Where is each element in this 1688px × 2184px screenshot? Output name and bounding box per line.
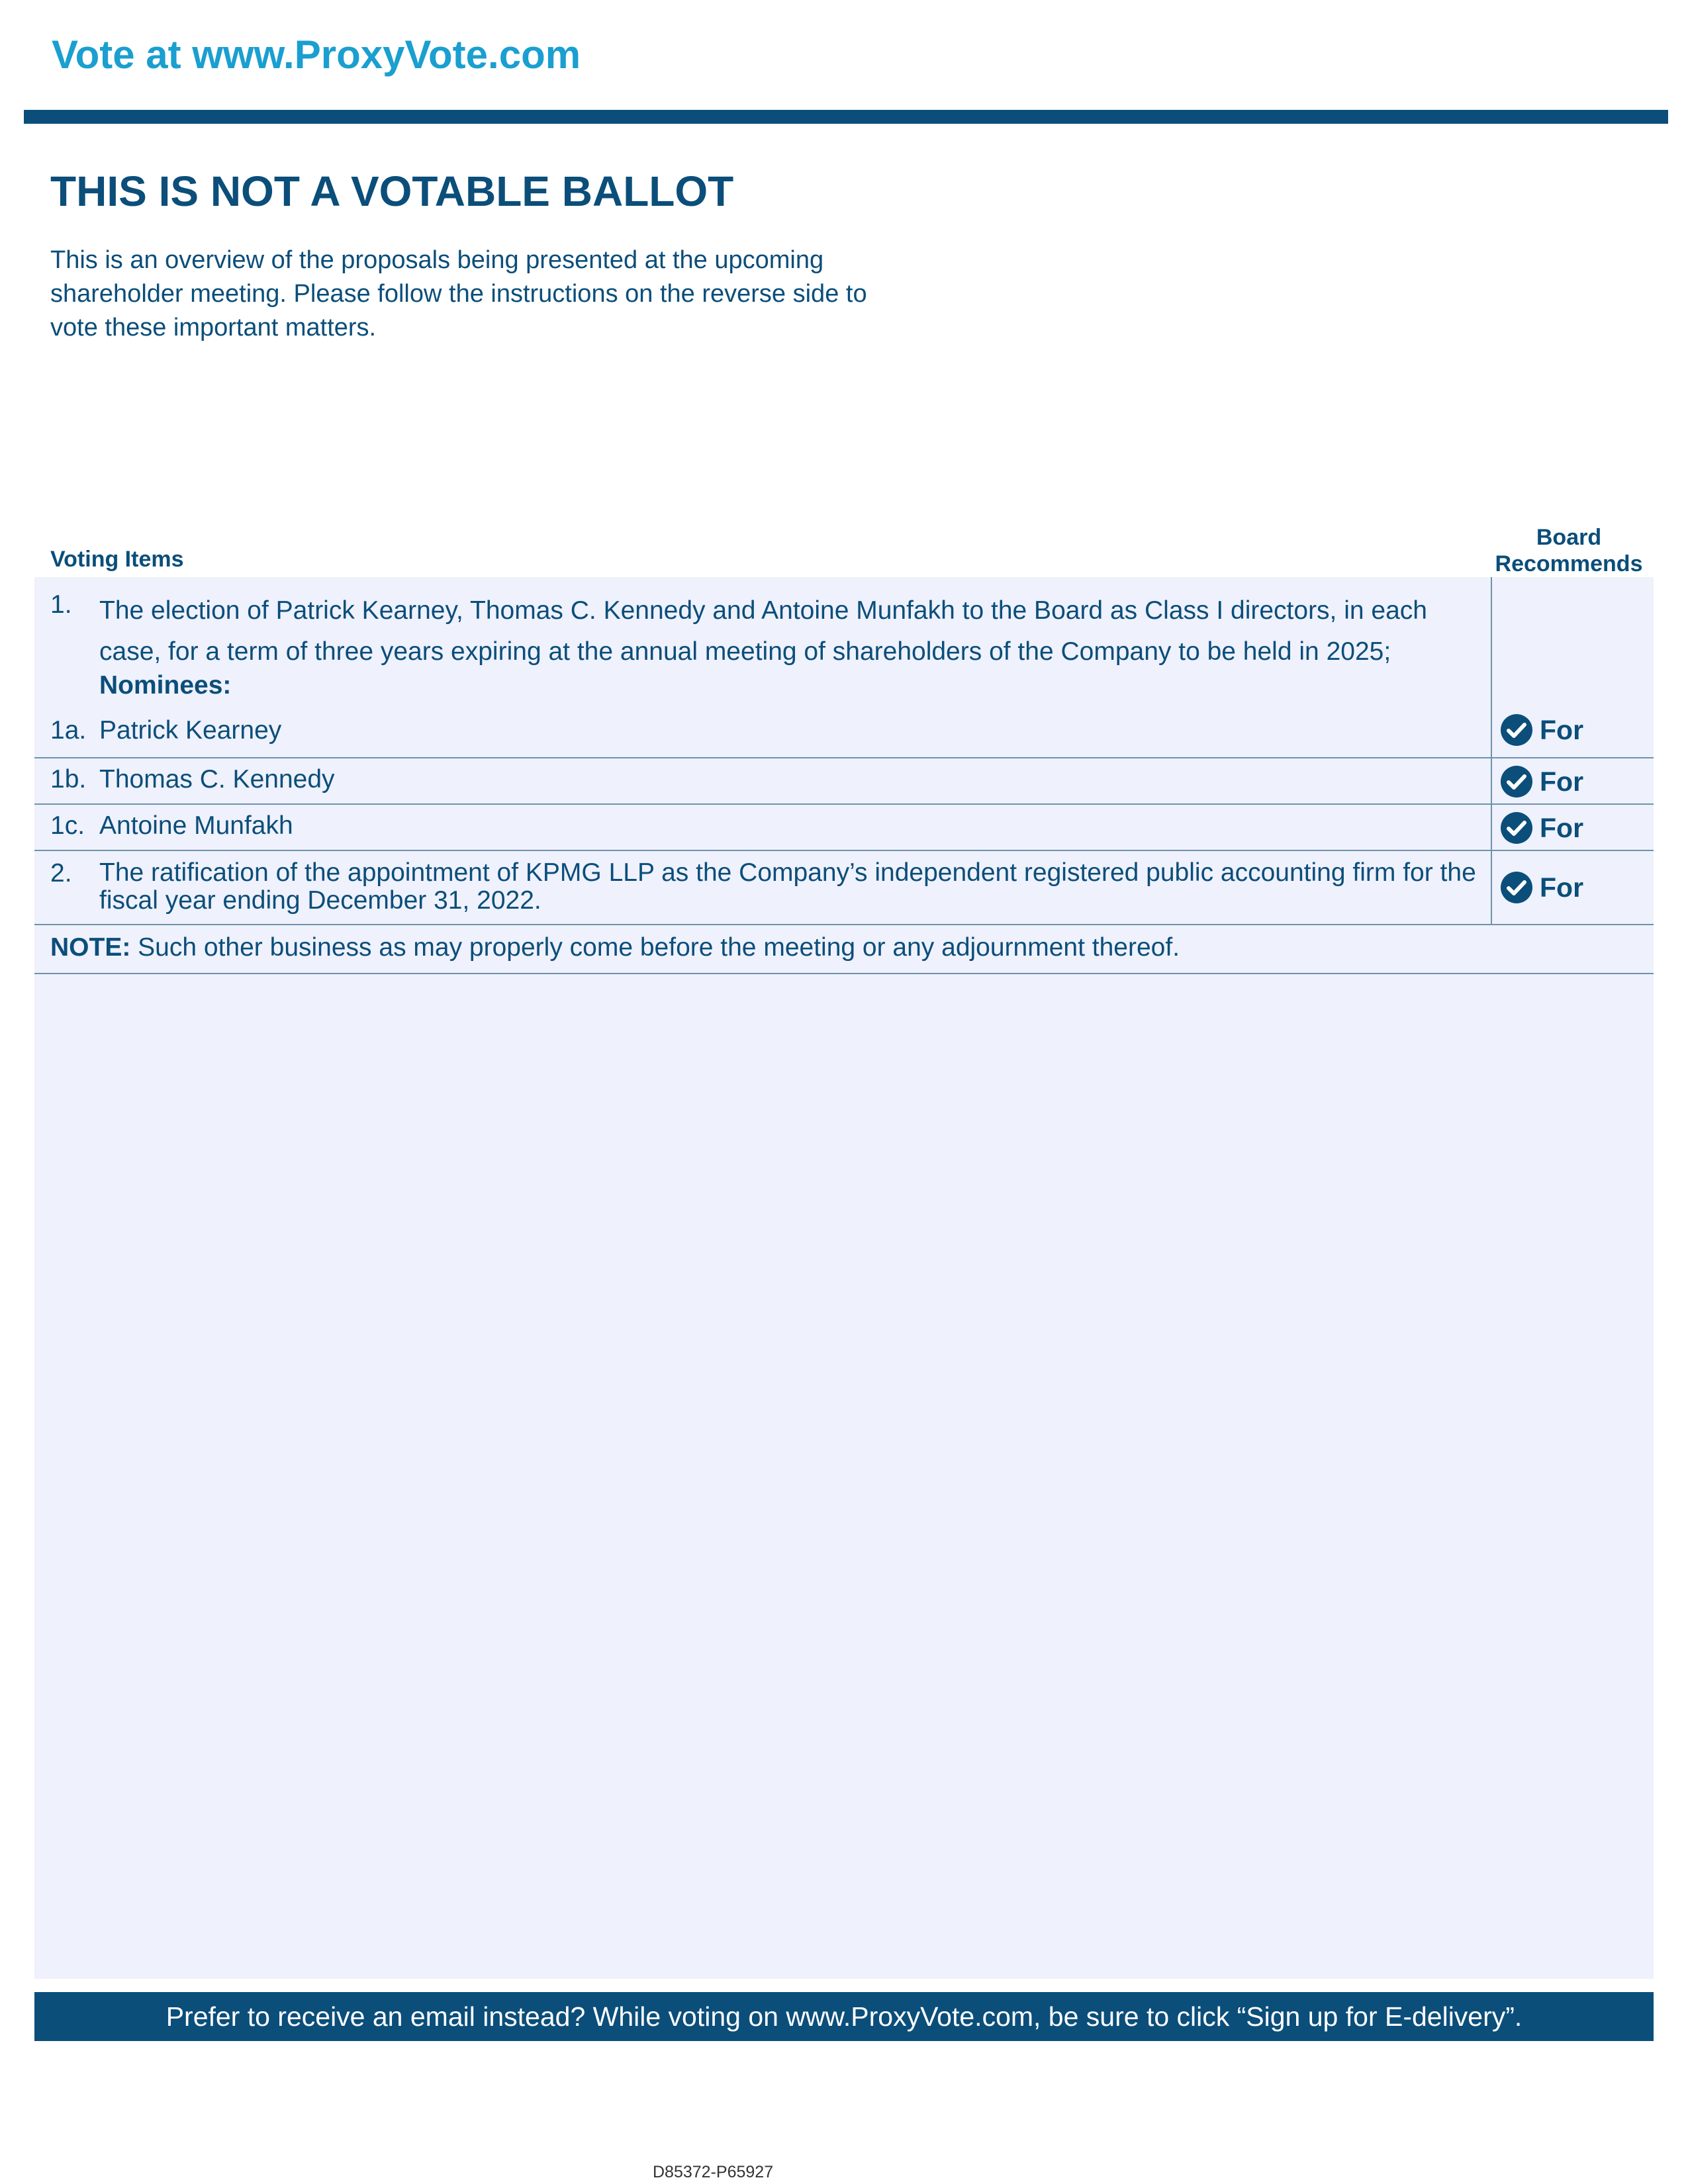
table-row-1c [34,805,1654,851]
note-body: Such other business as may properly come before the meeting or any adjournment thereof. [138,933,1180,962]
table-row-item-2 [34,851,1654,925]
proxyvote-link[interactable]: Vote at www.ProxyVote.com [52,32,581,77]
voting-items-panel [34,577,1654,1979]
item-number: 1b. [50,765,87,794]
recommendation-label: For [1540,766,1584,797]
column-divider [1491,577,1492,925]
recommendation [1500,765,1583,798]
table-row-1b [34,758,1654,805]
nominees-label: Nominees: [99,671,232,700]
recommendation-label: For [1540,714,1584,745]
voting-items-header: Voting Items [50,547,184,572]
item-text: The election of Patrick Kearney, Thomas C. Kennedy and Antoine Munfakh to the Board as Class I directors, in each case, for a term of three years expiring at the annual meeting of shareholders of the Company to be held in 2025; [99,596,1427,666]
note-text [50,933,1626,962]
check-circle-icon [1500,811,1533,844]
note-label: NOTE: [50,933,131,962]
intro-text: This is an overview of the proposals being presented at the upcoming shareholder meeting. Please follow the instructions on the reverse side to vote these important matters. [50,246,867,341]
recommendation [1500,811,1583,844]
table-row-item-1 [34,577,1654,758]
table-row-note [34,925,1654,974]
item-number: 1c. [50,811,85,840]
recommendation [1500,871,1583,904]
check-circle-icon [1500,765,1533,798]
recommendation-label: For [1540,812,1584,843]
check-circle-icon [1500,713,1533,747]
check-circle-icon [1500,871,1533,904]
header-rule [24,110,1668,124]
recommendation-label: For [1540,872,1584,903]
item-number: 1. [50,590,72,619]
document-code: D85372-P65927 [653,2163,774,2181]
nominee-name: Antoine Munfakh [99,811,293,840]
item-number: 1a. [50,716,87,745]
edelivery-text: Prefer to receive an email instead? While voting on www.ProxyVote.com, be sure to click “Sign up for E-delivery”. [165,2001,1523,2032]
page-title: THIS IS NOT A VOTABLE BALLOT [50,167,734,215]
nominee-name: Patrick Kearney [99,716,282,745]
nominee-name: Thomas C. Kennedy [99,765,335,794]
board-recommends-header: Board Recommends [1495,525,1643,576]
edelivery-banner [34,1992,1654,2041]
item-number: 2. [50,859,72,887]
recommendation [1500,713,1583,747]
item-text: The ratification of the appointment of KPMG LLP as the Company’s independent registered public accounting firm for the fiscal year ending December 31, 2022. [99,858,1476,915]
